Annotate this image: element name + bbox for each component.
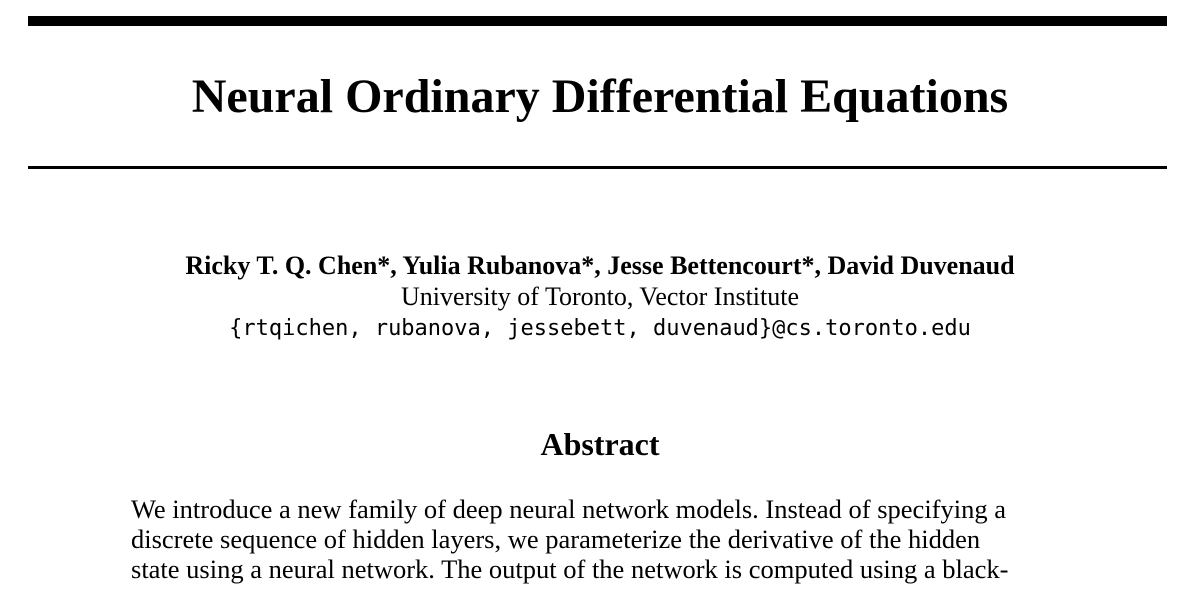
top-rule (28, 16, 1167, 26)
abstract-line: state using a neural network. The output of the network is computed using a black- (131, 554, 1009, 584)
author-affiliation: University of Toronto, Vector Institute (401, 282, 799, 311)
author-emails: {rtqichen, rubanova, jessebett, duvenaud}@cs.toronto.edu (229, 316, 971, 341)
author-list: Ricky T. Q. Chen*, Yulia Rubanova*, Jesse Bettencourt*, David Duvenaud (185, 251, 1015, 280)
abstract-line: discrete sequence of hidden layers, we parameterize the derivative of the hidden (131, 524, 981, 554)
abstract-line: We introduce a new family of deep neural network models. Instead of specifying a (131, 494, 1007, 524)
title-bottom-rule (28, 166, 1167, 169)
abstract-heading: Abstract (540, 426, 660, 462)
abstract-body (131, 494, 1071, 584)
paper-title: Neural Ordinary Differential Equations (191, 70, 1009, 123)
